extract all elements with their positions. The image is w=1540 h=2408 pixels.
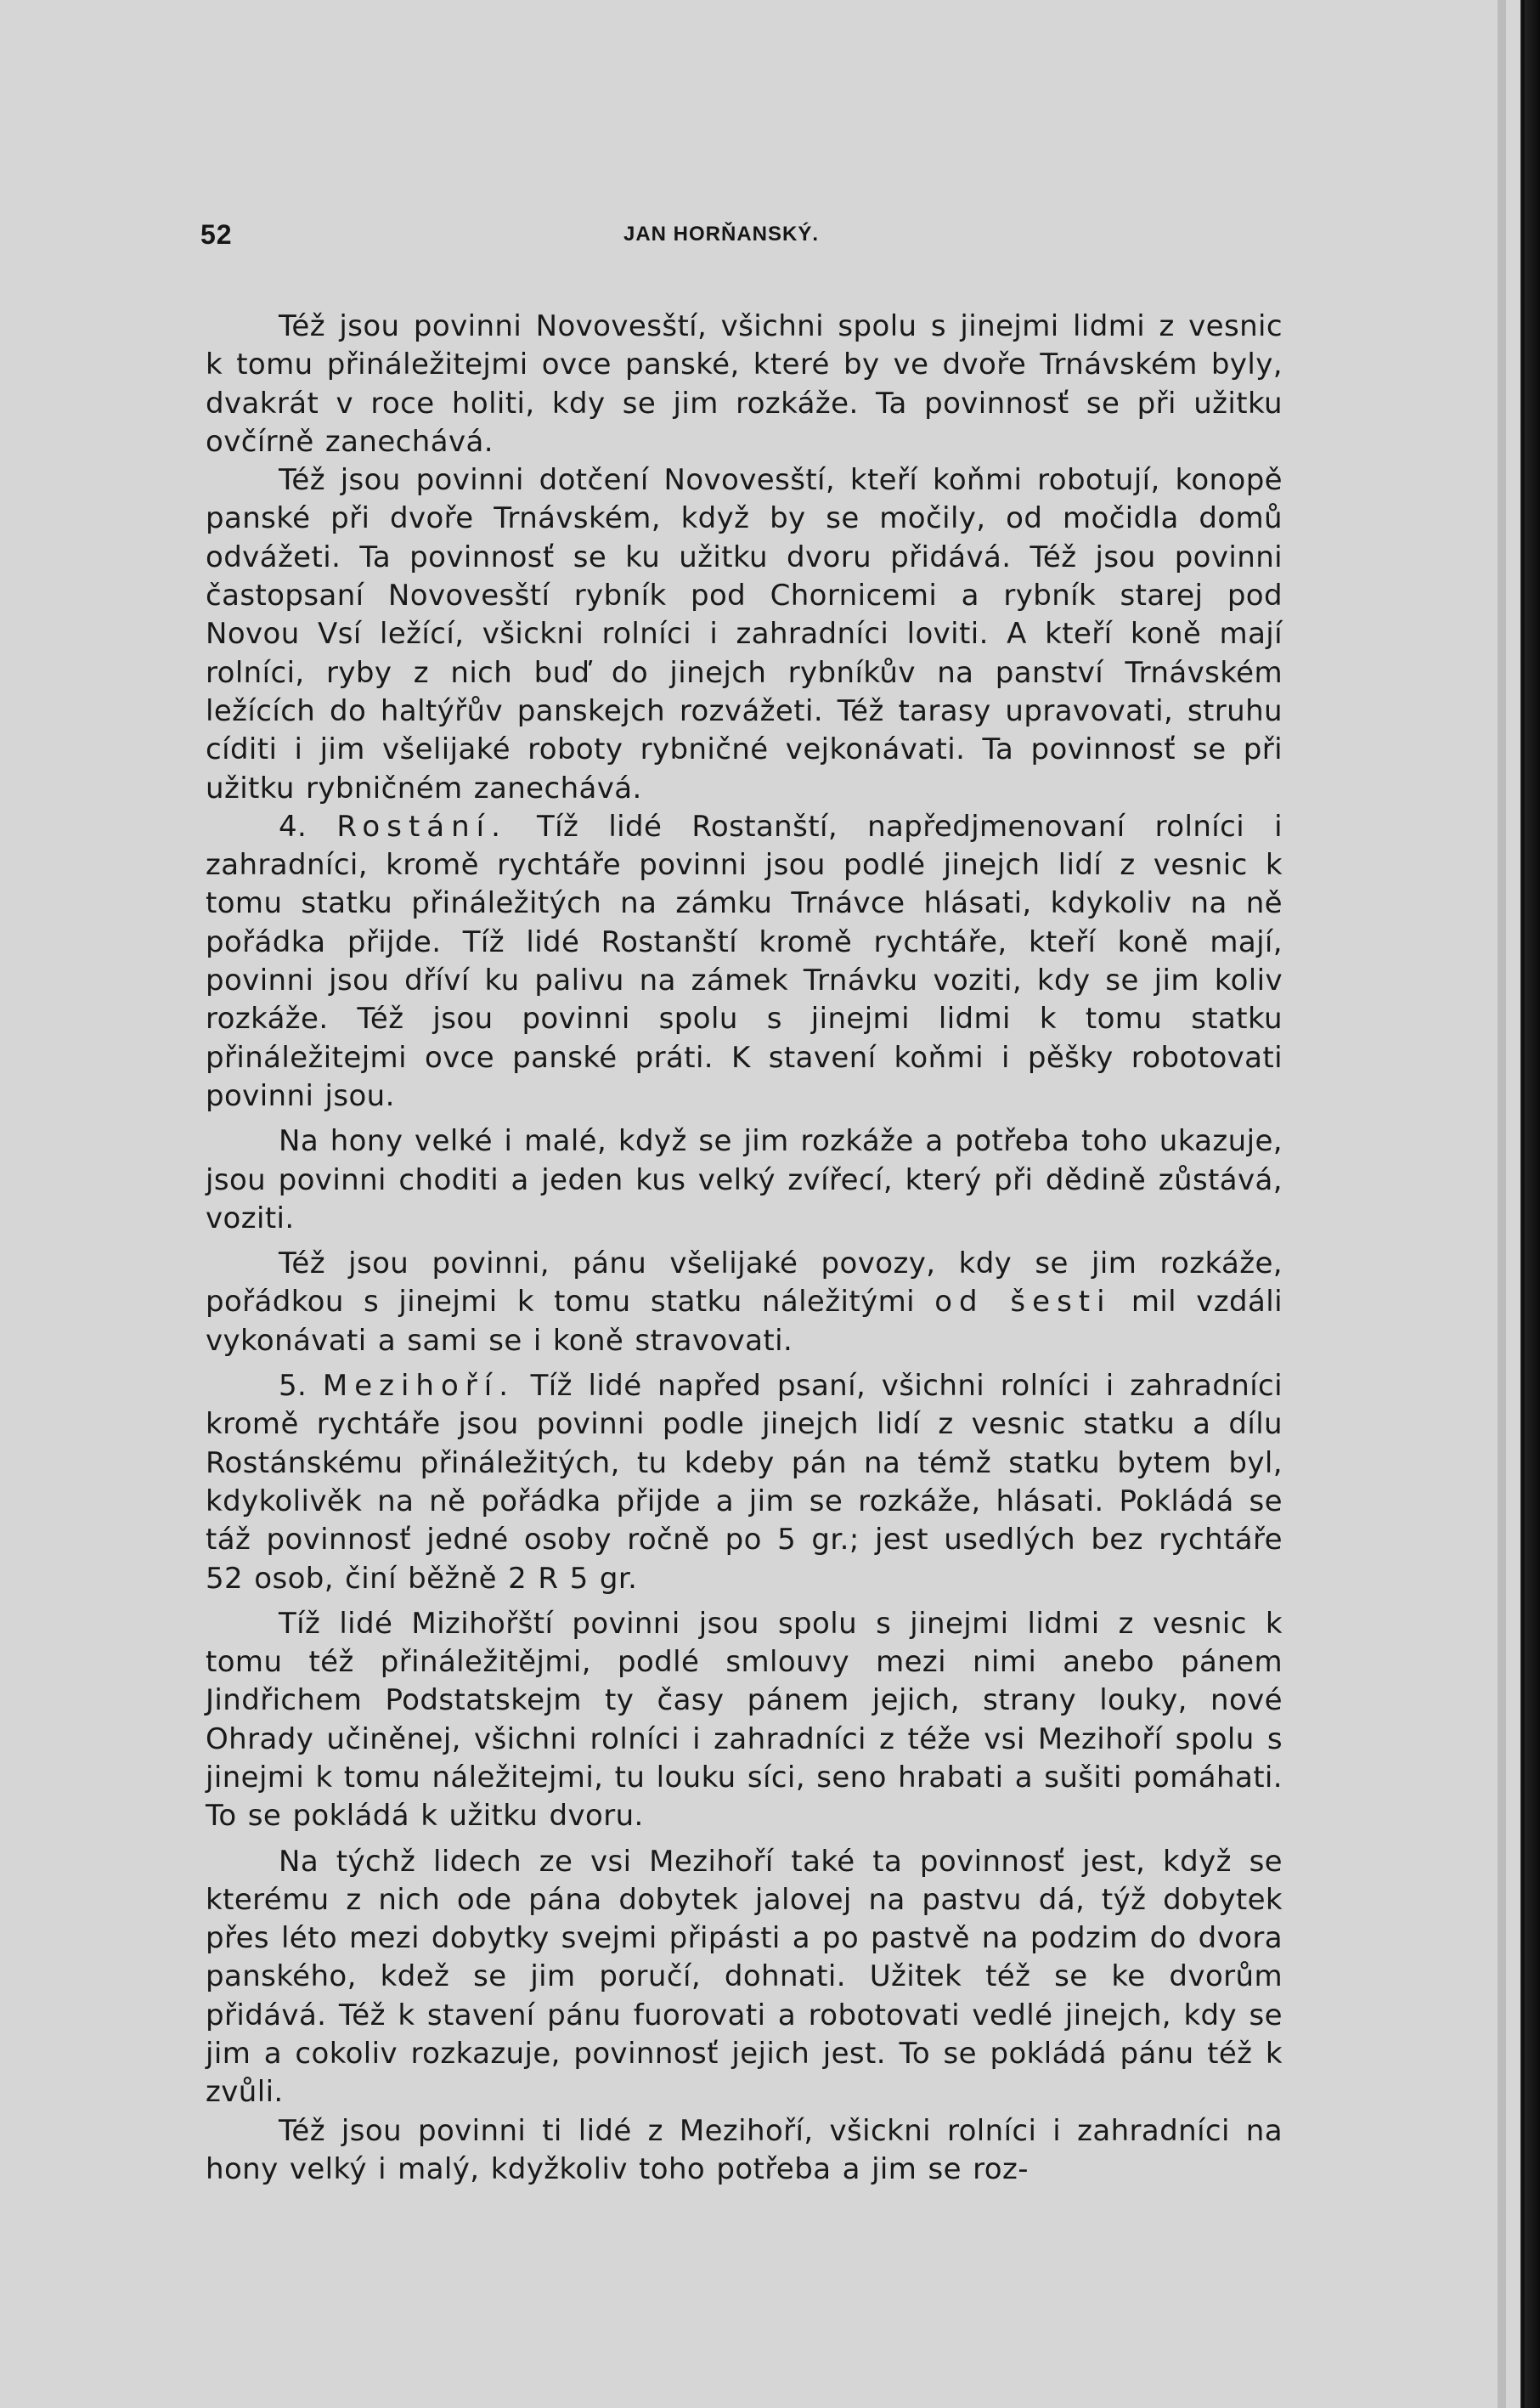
paragraph xyxy=(206,1605,1283,1836)
body-text xyxy=(206,308,1283,2189)
section-number: 5. xyxy=(279,1369,307,1404)
paragraph xyxy=(206,1843,1283,2112)
paragraph xyxy=(206,1367,1283,1598)
paragraph xyxy=(206,2112,1283,2190)
section-number: 4. xyxy=(279,809,307,844)
paragraph-text: Tíž lidé napřed psaní, všichni rolníci i zahradníci kromě rychtáře jsou povinni podle jinejch lidí z vesnic statku a dílu Rostánskému přináležitých, tu kdeby pán na témž statku bytem byl, kdykolivěk na ně pořádka přijde a jim se rozkáže, hlásati. Pokládá se táž povinnosť jedné osoby ročně po 5 gr.; jest usedlých bez rychtáře 52 osob, činí běžně 2 R 5 gr. xyxy=(206,1369,1283,1596)
section-village-name: Rostání. xyxy=(336,809,507,844)
running-header xyxy=(200,219,1305,253)
book-binding-line xyxy=(1521,0,1525,2408)
paragraph-text: Na týchž lidech ze vsi Mezihoří také ta povinnosť jest, když se kterému z nich ode pána dobytek jalovej na pastvu dá, týž dobytek přes léto mezi dobytky svejmi připásti a po pastvě na podzim do dvora panského, kdež se jim poručí, dohnati. Užitek též se ke dvorům přidává. Též k stavení pánu fuorovati a robotovati vedlé jinejch, kdy se jim a cokoliv rozkazuje, povinnosť jejich jest. To se pokládá pánu též k zvůli. xyxy=(206,1844,1283,2110)
paragraph-text: Tíž lidé Rostanští, napředjmenovaní rolníci i zahradníci, kromě rychtáře povinni jsou podlé jinejch lidí z vesnic k tomu statku přináležitých na zámku Trnávce hlásati, kdykoliv na ně pořádka přijde. Tíž lidé Rostanští kromě rychtáře, kteří koně mají, povinni jsou dříví ku palivu na zámek Trnávku voziti, kdy se jim koliv rozkáže. Též jsou povinni spolu s jinejmi lidmi k tomu statku přináležitejmi ovce panské práti. K stavení koňmi i pěšky robotovati povinni jsou. xyxy=(206,809,1283,1113)
page-number: 52 xyxy=(200,219,233,250)
paragraph-text: Na hony velké i malé, když se jim rozkáže a potřeba toho ukazuje, jsou povinni choditi a jeden kus velký zvířecí, který při dědině zůstává, voziti. xyxy=(206,1124,1283,1235)
paragraph xyxy=(206,461,1283,808)
paragraph xyxy=(206,1245,1283,1360)
paragraph-text: Též jsou povinni Novovesští, všichni spolu s jinejmi lidmi z vesnic k tomu přináležitejmi ovce panské, které by ve dvoře Trnávském byly, dvakrát v roce holiti, kdy se jim rozkáže. Ta povinnosť se při užitku ovčírně zanechává. xyxy=(206,309,1283,459)
paragraph-text: Též jsou povinni dotčení Novovesští, kteří koňmi robotují, konopě panské při dvoře Trnávském, když by se močily, od močidla domů odvážeti. Ta povinnosť se ku užitku dvoru přidává. Též jsou povinni častopsaní Novovesští rybník pod Chornicemi a rybník starej pod Novou Vsí ležící, všickni rolníci i zahradníci loviti. A kteří koně mají rolníci, ryby z nich buď do jinejch rybníkův na panství Trnávském ležících do haltýřův panskejch rozvážeti. Též tarasy upravovati, struhu cíditi i jim všelijaké roboty rybničné vejkonávati. Ta povinnosť se při užitku rybničném zanechává. xyxy=(206,463,1283,805)
paragraph xyxy=(206,308,1283,461)
paragraph-text: Též jsou povinni ti lidé z Mezihoří, všickni rolníci i zahradníci na hony velký i malý, kdyžkoliv toho potřeba a jim se roz- xyxy=(206,2113,1283,2186)
spaced-phrase: od šesti xyxy=(934,1285,1112,1320)
page-edge-strip xyxy=(1498,0,1506,2408)
paragraph-text: Též jsou povinni, pánu všelijaké povozy, kdy se jim rozkáže, pořádkou s jinejmi k tomu statku náležitými xyxy=(206,1246,1283,1320)
section-village-name: Mezihoří. xyxy=(322,1369,516,1404)
paragraph-text: mil vzdáli vykonávati a sami se i koně stravovati. xyxy=(206,1285,1283,1358)
paragraph xyxy=(206,1122,1283,1238)
running-title: JAN HORŇANSKÝ. xyxy=(623,223,820,246)
paragraph xyxy=(206,808,1283,1116)
paragraph-text: Tíž lidé Mizihořští povinni jsou spolu s jinejmi lidmi z vesnic k tomu též přináležitějmi, podlé smlouvy mezi nimi anebo pánem Jindřichem Podstatskejm ty časy pánem jejich, strany louky, nové Ohrady učiněnej, všichni rolníci i zahradníci z téže vsi Mezihoří spolu s jinejmi k tomu náležitejmi, tu louku síci, seno hrabati a sušiti pomáhati. To se pokládá k užitku dvoru. xyxy=(206,1606,1283,1834)
